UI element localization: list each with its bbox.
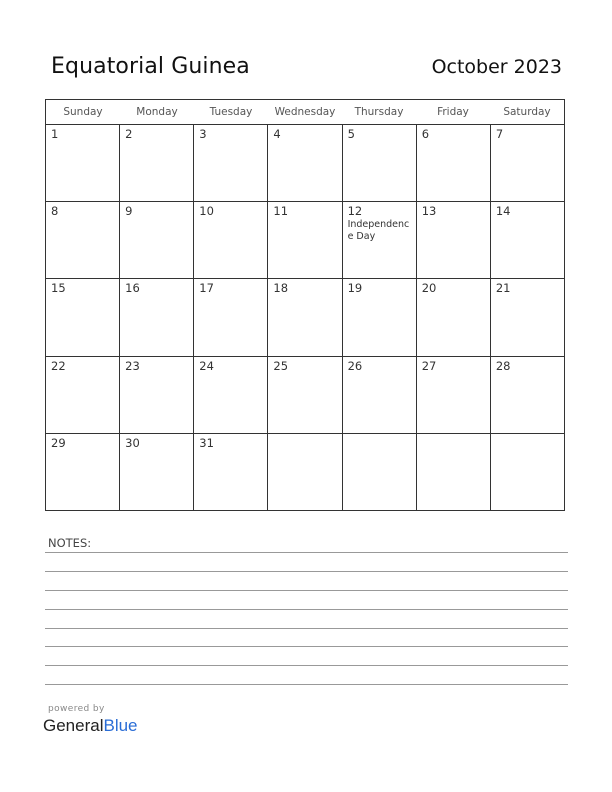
day-cell (343, 202, 417, 278)
day-number: 20 (421, 281, 437, 296)
powered-by-text: powered by (48, 704, 105, 714)
day-cell (194, 357, 268, 433)
day-number: 22 (51, 358, 66, 373)
weekday-header-row (46, 100, 564, 125)
weekday-thursday: Thursday (354, 106, 404, 118)
notes-line (45, 571, 568, 572)
day-cell (268, 357, 342, 433)
day-cell (417, 279, 491, 355)
day-number: 21 (495, 281, 511, 296)
day-number: 13 (421, 204, 437, 219)
day-number: 23 (125, 358, 140, 373)
notes-line (45, 590, 568, 591)
day-cell (491, 125, 564, 201)
day-number: 24 (199, 358, 214, 373)
day-cell (343, 434, 417, 511)
day-number: 14 (495, 204, 511, 219)
generalblue-logo (43, 716, 138, 736)
country-title: Equatorial Guinea (51, 54, 250, 79)
day-number: 28 (495, 358, 511, 373)
day-cell (491, 357, 564, 433)
day-cell (417, 434, 491, 511)
day-cell (343, 279, 417, 355)
notes-line (45, 609, 568, 610)
weeks-container (46, 125, 564, 511)
week-row (46, 202, 564, 279)
day-cell (120, 202, 194, 278)
week-row (46, 125, 564, 202)
day-number: 5 (347, 127, 355, 141)
day-number: 12 (347, 204, 363, 219)
day-number: 26 (347, 358, 363, 373)
day-cell (268, 434, 342, 511)
day-number: 4 (273, 127, 281, 141)
day-cell (194, 279, 268, 355)
day-cell (343, 357, 417, 433)
week-row (46, 357, 564, 434)
day-cell (491, 202, 564, 278)
day-cell (268, 202, 342, 278)
weekday-wednesday: Wednesday (274, 106, 336, 118)
day-cell (46, 357, 120, 433)
day-cell (417, 357, 491, 433)
day-number: 9 (125, 204, 133, 219)
day-number: 27 (421, 358, 437, 373)
day-cell (417, 125, 491, 201)
day-number: 2 (125, 127, 133, 141)
day-cell (120, 279, 194, 355)
day-cell (268, 279, 342, 355)
weekday-tuesday: Tuesday (209, 106, 253, 118)
weekday-sunday: Sunday (63, 106, 103, 118)
notes-label: NOTES: (48, 536, 92, 550)
notes-line (45, 628, 568, 629)
holiday-label: Independence Day (347, 219, 410, 243)
day-cell (194, 434, 268, 511)
weekday-saturday: Saturday (503, 106, 551, 118)
day-cell (46, 434, 120, 511)
day-number: 17 (199, 281, 214, 296)
day-number: 19 (347, 281, 363, 296)
week-row (46, 279, 564, 356)
day-cell (491, 279, 564, 355)
day-cell (120, 434, 194, 511)
day-number: 6 (421, 127, 430, 141)
notes-line (45, 665, 568, 666)
week-row (46, 434, 564, 511)
day-number: 3 (199, 127, 207, 141)
day-number: 16 (125, 281, 140, 296)
brand-general-text: General (43, 716, 104, 735)
day-cell (343, 125, 417, 201)
day-cell (194, 125, 268, 201)
day-number: 8 (51, 204, 59, 219)
weekday-monday: Monday (136, 106, 178, 118)
day-cell (120, 357, 194, 433)
notes-line (45, 552, 568, 553)
day-cell (46, 279, 120, 355)
notes-line (45, 646, 568, 647)
day-cell (120, 125, 194, 201)
day-cell (417, 202, 491, 278)
day-number: 1 (51, 127, 59, 141)
calendar-grid (45, 99, 565, 511)
day-cell (194, 202, 268, 278)
day-number: 15 (51, 281, 66, 296)
day-number: 30 (125, 435, 140, 450)
weekday-friday: Friday (437, 106, 469, 118)
day-number: 10 (199, 204, 214, 219)
day-number: 7 (495, 127, 504, 141)
day-number: 18 (273, 281, 289, 296)
day-cell (46, 202, 120, 278)
day-cell (46, 125, 120, 201)
month-year: October 2023 (431, 56, 562, 78)
notes-line (45, 684, 568, 685)
day-number: 11 (273, 204, 289, 219)
brand-blue-text: Blue (103, 716, 138, 735)
day-cell (491, 434, 564, 511)
day-cell (268, 125, 342, 201)
day-number: 25 (273, 358, 289, 373)
day-number: 29 (51, 435, 66, 450)
day-number: 31 (199, 435, 214, 450)
